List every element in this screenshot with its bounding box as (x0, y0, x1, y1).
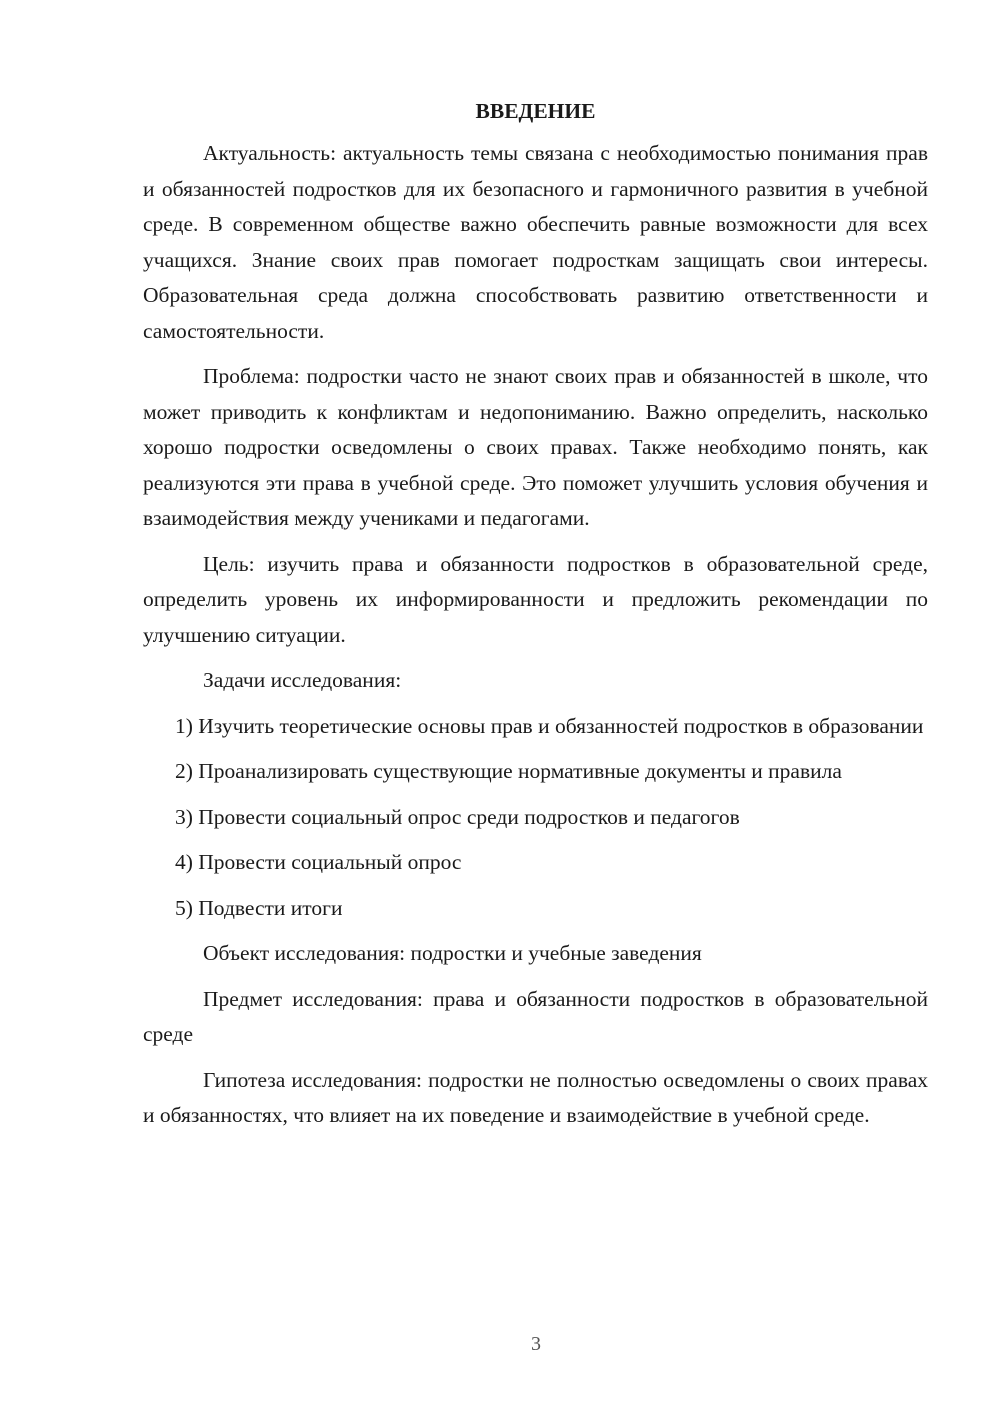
hypothesis-paragraph: Гипотеза исследования: подростки не полностью осведомлены о своих правах и обязанностях, что влияет на их поведение и взаимодействие в учебной среде. (143, 1067, 928, 1127)
list-item: 1) Изучить теоретические основы прав и обязанностей подростков в образовании (175, 713, 924, 738)
subject-paragraph: Предмет исследования: права и обязанности подростков в образовательной среде (143, 986, 928, 1046)
tasks-title: Задачи исследования: (203, 668, 402, 692)
list-item: 3) Провести социальный опрос среди подростков и педагогов (175, 804, 740, 829)
document-page (143, 96, 928, 1144)
goal-paragraph: Цель: изучить права и обязанности подростков в образовательной среде, определить уровень их информированности и предложить рекомендации по улучшению ситуации. (143, 551, 928, 647)
object-paragraph: Объект исследования: подростки и учебные заведения (203, 941, 702, 965)
page-heading: ВВЕДЕНИЕ (475, 99, 596, 123)
problem-paragraph: Проблема: подростки часто не знают своих прав и обязанностей в школе, что может приводить к конфликтам и недопониманию. Важно определить, насколько хорошо подростки осведомлены о своих правах. Также необходимо понять, как реализуются эти права в учебной среде. Это поможет улучшить условия обучения и взаимодействия между учениками и педагогами. (143, 364, 928, 530)
list-item: 5) Подвести итоги (175, 895, 343, 920)
list-item: 2) Проанализировать существующие нормативные документы и правила (175, 759, 842, 783)
list-item: 4) Провести социальный опрос (175, 850, 462, 874)
tasks-list (143, 709, 928, 927)
page-number: 3 (531, 1333, 541, 1355)
relevance-paragraph: Актуальность: актуальность темы связана с необходимостью понимания прав и обязанностей подростков для их безопасного и гармоничного развития в учебной среде. В современном обществе важно обеспечить равные возможности для всех учащихся. Знание своих прав помогает подросткам защищать свои интересы. Образовательная среда должна способствовать развитию ответственности и самостоятельности. (143, 141, 928, 343)
